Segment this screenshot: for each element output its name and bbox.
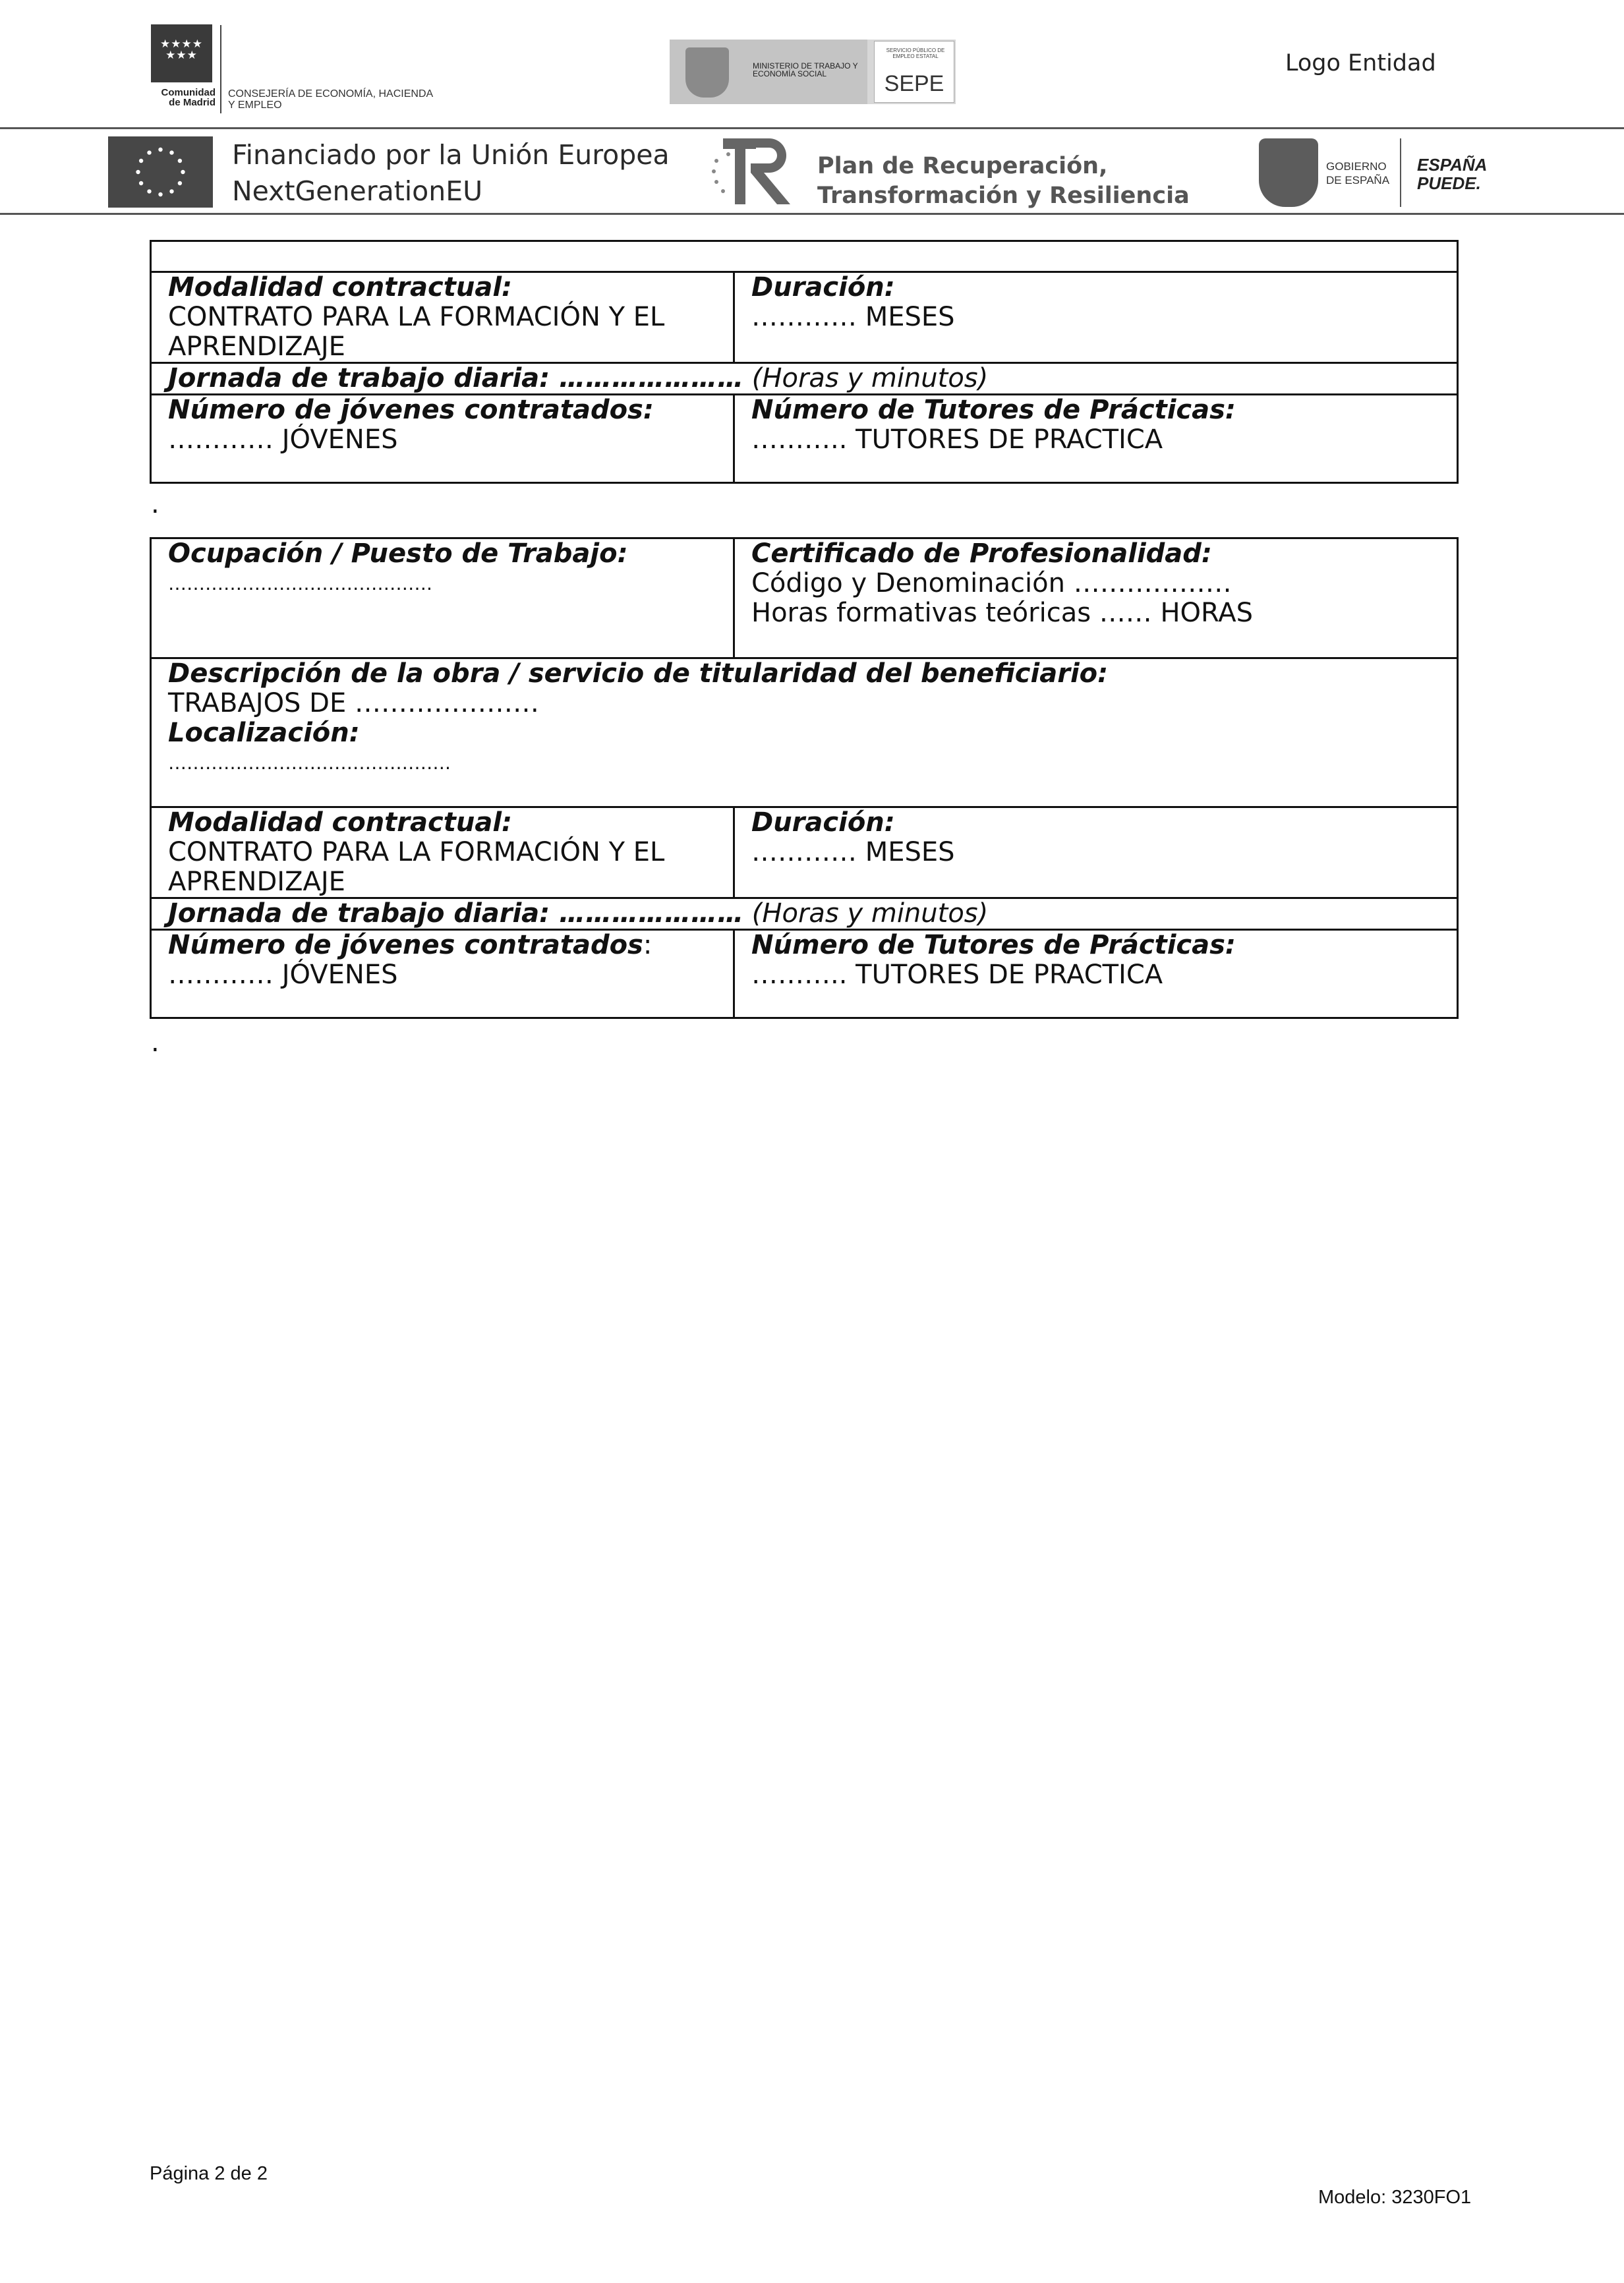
gobierno-separator	[1400, 138, 1401, 207]
eu-star-icon	[158, 148, 162, 152]
tutores-label: Número de Tutores de Prácticas:	[751, 930, 1236, 960]
duracion-cell	[734, 272, 1458, 363]
eu-line-1: Financiado por la Unión Europea	[232, 139, 670, 171]
table-row	[151, 241, 1458, 272]
gobierno-line-2: DE ESPAÑA	[1326, 174, 1390, 187]
jovenes-cell	[151, 930, 734, 1018]
prtr-logo-icon	[709, 134, 801, 208]
comunidad-madrid-logo	[151, 24, 212, 82]
duracion-value: ………… MESES	[751, 302, 955, 332]
jornada-label: Jornada de trabajo diaria: …………………	[168, 898, 744, 929]
espana-line-2: PUEDE.	[1417, 173, 1481, 193]
page-number: Página 2 de 2	[150, 2163, 268, 2184]
jornada-unit: (Horas y minutos)	[743, 898, 989, 929]
ocupacion-cell	[151, 538, 734, 658]
tutores-label: Número de Tutores de Prácticas:	[751, 395, 1236, 425]
table-row	[151, 807, 1458, 898]
sepe-label: SEPE	[884, 71, 944, 96]
jovenes-cell	[151, 395, 734, 483]
modalidad-cell	[151, 807, 734, 898]
localizacion-label: Localización:	[168, 718, 360, 748]
jovenes-colon: :	[643, 930, 652, 960]
prtr-text	[817, 152, 1190, 211]
eu-star-icon	[169, 189, 173, 193]
empty-header-cell	[151, 241, 1458, 272]
modalidad-label: Modalidad contractual:	[168, 807, 513, 838]
madrid-stars-icon: ★★★★ ★★★	[160, 38, 203, 62]
contract-table-2	[150, 537, 1459, 1019]
modalidad-cell	[151, 272, 734, 363]
descripcion-label: Descripción de la obra / servicio de titularidad del beneficiario:	[168, 658, 1109, 689]
table-row	[151, 658, 1458, 807]
eu-flag-icon	[108, 136, 213, 208]
eu-star-icon	[178, 181, 182, 185]
eu-star-icon	[147, 150, 151, 154]
eu-star-icon	[158, 192, 162, 196]
descripcion-value: TRABAJOS DE …………………	[168, 688, 539, 718]
gobierno-text	[1326, 159, 1405, 187]
prtr-line-2: Transformación y Resiliencia	[817, 183, 1190, 209]
ocupacion-label: Ocupación / Puesto de Trabajo:	[168, 538, 628, 569]
prtr-line-1: Plan de Recuperación,	[817, 153, 1108, 179]
header-divider-bottom	[0, 213, 1624, 215]
jornada-unit: (Horas y minutos)	[743, 363, 989, 393]
certificado-label: Certificado de Profesionalidad:	[751, 538, 1212, 569]
logo-entidad: Logo Entidad	[1285, 50, 1436, 76]
duracion-label: Duración:	[751, 807, 895, 838]
separator-dot: .	[151, 489, 160, 519]
contract-table-1	[150, 240, 1459, 484]
jornada-cell	[151, 363, 1458, 395]
eu-line-2: NextGenerationEU	[232, 175, 483, 207]
eu-stars-icon	[108, 136, 213, 208]
table-row	[151, 898, 1458, 930]
localizacion-value: ……………………………………….	[168, 752, 451, 774]
descripcion-cell	[151, 658, 1458, 807]
eu-star-icon	[178, 159, 182, 163]
modalidad-value: CONTRATO PARA LA FORMACIÓN Y EL APRENDIZAJE	[168, 302, 665, 362]
modalidad-value: CONTRATO PARA LA FORMACIÓN Y EL APRENDIZAJE	[168, 837, 665, 897]
madrid-separator	[220, 25, 221, 113]
modalidad-label: Modalidad contractual:	[168, 272, 513, 303]
separator-dot: .	[151, 1027, 160, 1058]
ocupacion-value: …………………………………….	[168, 573, 432, 594]
model-code: Modelo: 3230FO1	[1318, 2187, 1472, 2208]
coat-of-arms-icon	[685, 47, 729, 98]
gobierno-coat-of-arms-icon	[1259, 138, 1318, 207]
eu-star-icon	[139, 181, 143, 185]
table-row	[151, 395, 1458, 483]
eu-star-icon	[147, 189, 151, 193]
tutores-cell	[734, 395, 1458, 483]
eu-star-icon	[136, 170, 140, 174]
table-row	[151, 363, 1458, 395]
jovenes-value: ………… JÓVENES	[168, 960, 398, 990]
duracion-value: ………… MESES	[751, 837, 955, 867]
espana-line-1: ESPAÑA	[1417, 155, 1488, 175]
sepe-subtitle: SERVICIO PÚBLICO DE EMPLEO ESTATAL	[886, 47, 945, 59]
ministerio-text: MINISTERIO DE TRABAJO Y ECONOMÍA SOCIAL	[753, 61, 858, 78]
eu-funding-text	[232, 137, 670, 210]
jovenes-label: Número de jóvenes contratados	[168, 930, 643, 960]
jornada-label: Jornada de trabajo diaria: …………………	[168, 363, 744, 393]
jovenes-value: ………… JÓVENES	[168, 424, 398, 455]
table-row	[151, 272, 1458, 363]
tutores-value: ……….. TUTORES DE PRACTICA	[751, 424, 1163, 455]
espana-puede-logo	[1417, 156, 1487, 192]
jovenes-label: Número de jóvenes contratados:	[168, 395, 654, 425]
tutores-cell	[734, 930, 1458, 1018]
eu-star-icon	[139, 159, 143, 163]
jornada-cell	[151, 898, 1458, 930]
duracion-cell	[734, 807, 1458, 898]
duracion-label: Duración:	[751, 272, 895, 303]
certificado-line-1: Código y Denominación ………………	[751, 568, 1232, 598]
madrid-consejeria: CONSEJERÍA DE ECONOMÍA, HACIENDA Y EMPLEO	[228, 88, 433, 111]
table-row	[151, 538, 1458, 658]
tutores-value: ……….. TUTORES DE PRACTICA	[751, 960, 1163, 990]
gobierno-line-1: GOBIERNO	[1326, 160, 1387, 173]
table-row	[151, 930, 1458, 1018]
certificado-line-2: Horas formativas teóricas …… HORAS	[751, 598, 1253, 628]
eu-star-icon	[181, 170, 185, 174]
header-divider-top	[0, 127, 1624, 129]
certificado-cell	[734, 538, 1458, 658]
eu-star-icon	[169, 150, 173, 154]
madrid-name: Comunidad de Madrid	[161, 87, 216, 108]
